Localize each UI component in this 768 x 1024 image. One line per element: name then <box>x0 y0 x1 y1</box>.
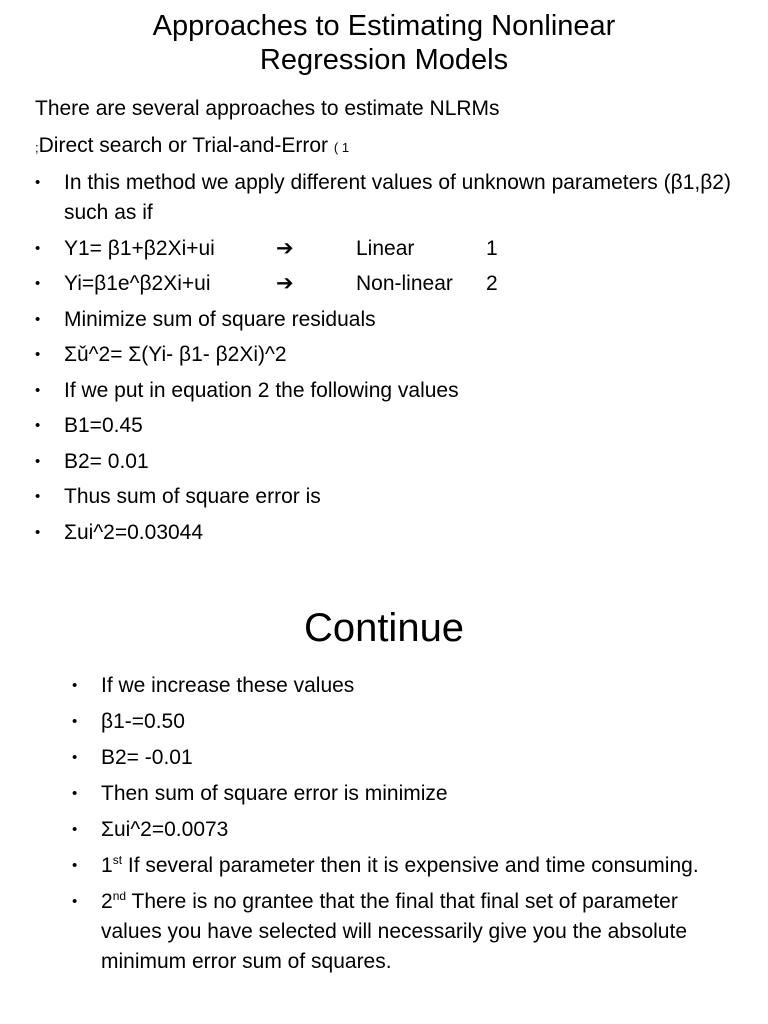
equation-nonlinear: Yi=β1e^β2Xi+ui <box>64 272 211 295</box>
bullet-text: Σui^2=0.0073 <box>101 818 229 841</box>
list-item <box>72 779 742 809</box>
bullet-icon: • <box>72 713 78 730</box>
title-line-1: Approaches to Estimating Nonlinear <box>152 10 616 42</box>
bullet-icon: • <box>35 417 41 434</box>
bullet-text: If we increase these values <box>101 674 355 697</box>
method-prefix: ; <box>35 140 39 155</box>
bullet-text: Then sum of square error is minimize <box>101 782 448 805</box>
ordinal-suffix: nd <box>112 889 127 903</box>
bullet-icon: • <box>72 749 78 766</box>
arrow-right-icon: ➔ <box>276 236 294 260</box>
list-item <box>72 851 742 881</box>
bullet-icon: • <box>35 275 41 292</box>
list-item <box>35 305 735 335</box>
bullet-icon: • <box>72 857 78 874</box>
bullet-icon: • <box>35 452 41 470</box>
bullet-icon: • <box>35 174 41 191</box>
list-item <box>72 671 742 701</box>
list-item <box>35 234 735 264</box>
bullet-text: In this method we apply different values of unknown parameters (β1,β2) such as if <box>64 171 731 224</box>
model-kind-nonlinear: Non-linear <box>356 272 453 295</box>
method-heading <box>35 133 349 161</box>
ordinal-number: 2 <box>101 890 113 913</box>
bullet-icon: • <box>35 310 41 328</box>
list-item <box>35 518 735 548</box>
list-item <box>72 815 742 845</box>
bullet-text: If we put in equation 2 the following values <box>64 378 459 402</box>
slide-2-title: Continue <box>303 606 465 650</box>
list-item <box>72 707 742 737</box>
bullet-text: If several parameter then it is expensive and time consuming. <box>122 854 699 877</box>
list-item <box>35 168 735 228</box>
bullet-text: B1=0.45 <box>64 414 143 437</box>
bullet-text: There is no grantee that the final that final set of parameter values you have selected will necessarily give you the absolute minimum error sum of squares. <box>101 890 688 973</box>
slide-1-title <box>0 9 768 77</box>
slide-1-bullet-list <box>35 168 735 553</box>
list-item <box>35 411 735 441</box>
bullet-icon: • <box>35 381 41 399</box>
bullet-icon: • <box>35 523 41 541</box>
method-suffix: ( 1 <box>333 140 350 155</box>
ordinal-number: 1 <box>101 854 113 877</box>
slide-2 <box>0 560 768 1024</box>
bullet-icon: • <box>35 346 41 363</box>
slide-2-bullet-list <box>72 671 742 983</box>
bullet-icon: • <box>35 239 41 257</box>
list-item <box>35 376 735 406</box>
list-item <box>72 743 742 773</box>
method-name: Direct search or Trial-and-Error <box>38 134 329 157</box>
bullet-text: Σui^2=0.03044 <box>64 520 204 544</box>
bullet-icon: • <box>72 677 78 694</box>
model-kind-linear: Linear <box>356 236 415 260</box>
bullet-icon: • <box>35 488 41 505</box>
list-item <box>35 340 735 370</box>
bullet-icon: • <box>72 785 78 802</box>
equation-row-linear <box>64 234 735 264</box>
bullet-text: Thus sum of square error is <box>64 485 321 508</box>
bullet-icon: • <box>72 821 78 838</box>
bullet-text: β1-=0.50 <box>101 710 185 733</box>
title-line-2: Regression Models <box>259 44 509 76</box>
list-item <box>35 269 735 299</box>
equation-linear: Y1= β1+β2Xi+ui <box>64 236 215 260</box>
arrow-right-icon: ➔ <box>276 272 294 295</box>
bullet-text: Σǔ^2= Σ(Yi- β1- β2Xi)^2 <box>64 343 287 366</box>
equation-number-1: 1 <box>486 236 498 260</box>
bullet-icon: • <box>72 893 78 910</box>
equation-number-2: 2 <box>486 272 498 295</box>
ordinal-suffix: st <box>112 853 123 867</box>
equation-row-nonlinear <box>64 269 735 299</box>
list-item <box>35 482 735 512</box>
list-item <box>35 447 735 477</box>
bullet-text: Minimize sum of square residuals <box>64 307 376 331</box>
bullet-text: B2= 0.01 <box>64 449 149 473</box>
intro-text: There are several approaches to estimate NLRMs <box>35 97 500 120</box>
bullet-text: B2= -0.01 <box>101 746 193 769</box>
list-item <box>72 887 742 977</box>
